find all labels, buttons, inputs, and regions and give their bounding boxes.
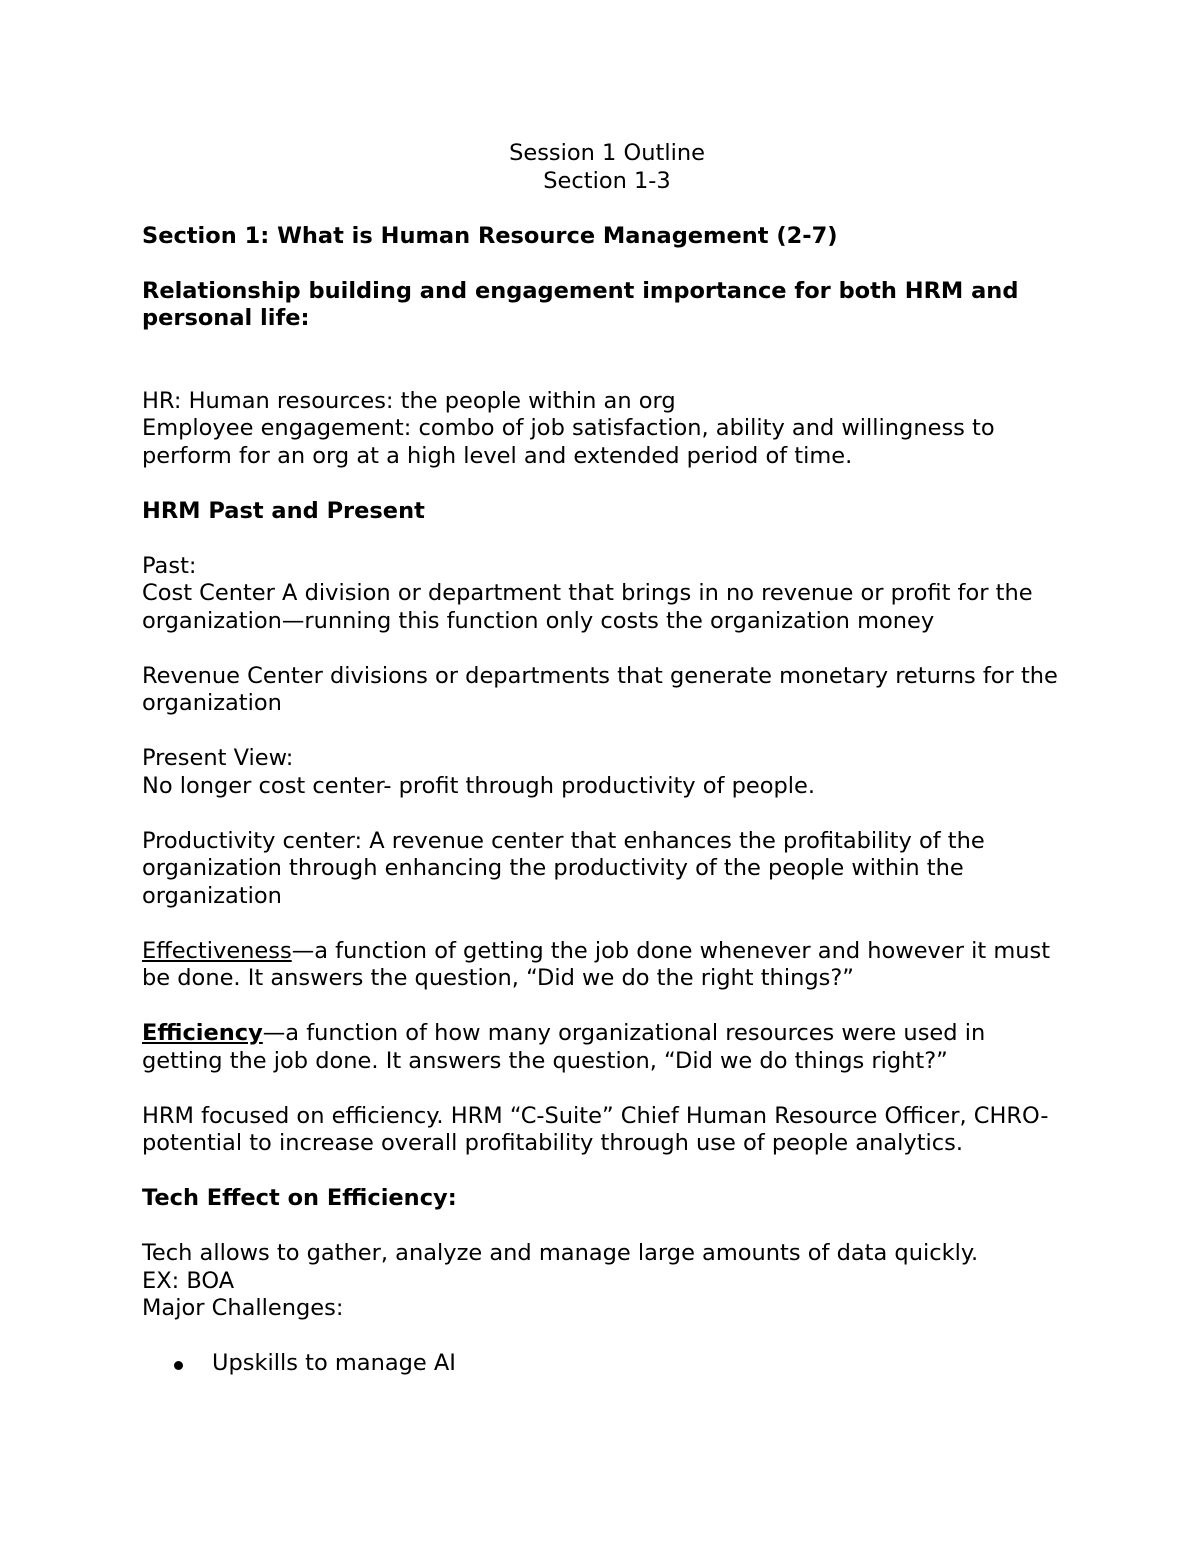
- challenge-text: Upskills to manage AI: [212, 1350, 456, 1376]
- tech-statement: Tech allows to gather, analyze and manage large amounts of data quickly.: [142, 1240, 979, 1266]
- bullet-icon: [174, 1361, 183, 1370]
- efficiency-text: —a function of how many organizational resources were used in getting the job done. It answers the question, “Did we do things right?”: [142, 1020, 986, 1074]
- challenges-label: Major Challenges:: [142, 1295, 344, 1321]
- challenges-list: [142, 1350, 1072, 1378]
- past-label: Past:: [142, 552, 197, 579]
- document-title: Session 1 Outline: [509, 140, 705, 166]
- engagement-definition: Employee engagement: combo of job satisfaction, ability and willingness to perform for an org at a high level and extended period of time.: [142, 415, 995, 469]
- document-page: [142, 140, 1072, 1378]
- hrm-heading: HRM Past and Present: [142, 497, 425, 524]
- revenue-center-definition: Revenue Center divisions or departments that generate monetary returns for the organization: [142, 662, 1058, 716]
- tech-example: EX: BOA: [142, 1267, 235, 1294]
- relationship-heading: Relationship building and engagement importance for both HRM and personal life:: [142, 277, 1019, 331]
- document-subtitle: Section 1-3: [543, 167, 671, 194]
- efficiency-term: Efficiency: [142, 1020, 263, 1046]
- list-item: [142, 1350, 1072, 1378]
- present-statement: No longer cost center- profit through productivity of people.: [142, 772, 816, 799]
- section1-heading: Section 1: What is Human Resource Management (2-7): [142, 222, 838, 249]
- efficiency-paragraph: [142, 1020, 1072, 1075]
- productivity-center-definition: Productivity center: A revenue center that enhances the profitability of the organization through enhancing the productivity of the people within the organization: [142, 827, 985, 909]
- hrm-focus-paragraph: HRM focused on efficiency. HRM “C-Suite” Chief Human Resource Officer, CHRO- potential to increase overall profitability through use of people analytics.: [142, 1102, 1049, 1156]
- present-label: Present View:: [142, 745, 294, 771]
- hr-definition: HR: Human resources: the people within an org: [142, 387, 676, 414]
- effectiveness-term: Effectiveness: [142, 937, 292, 964]
- effectiveness-text: —a function of getting the job done whenever and however it must be done. It answers the question, “Did we do the right things?”: [142, 937, 1051, 991]
- cost-center-definition: Cost Center A division or department that brings in no revenue or profit for the organization—running this function only costs the organization money: [142, 580, 1033, 634]
- tech-heading: Tech Effect on Efficiency:: [142, 1185, 457, 1211]
- effectiveness-paragraph: [142, 938, 1072, 993]
